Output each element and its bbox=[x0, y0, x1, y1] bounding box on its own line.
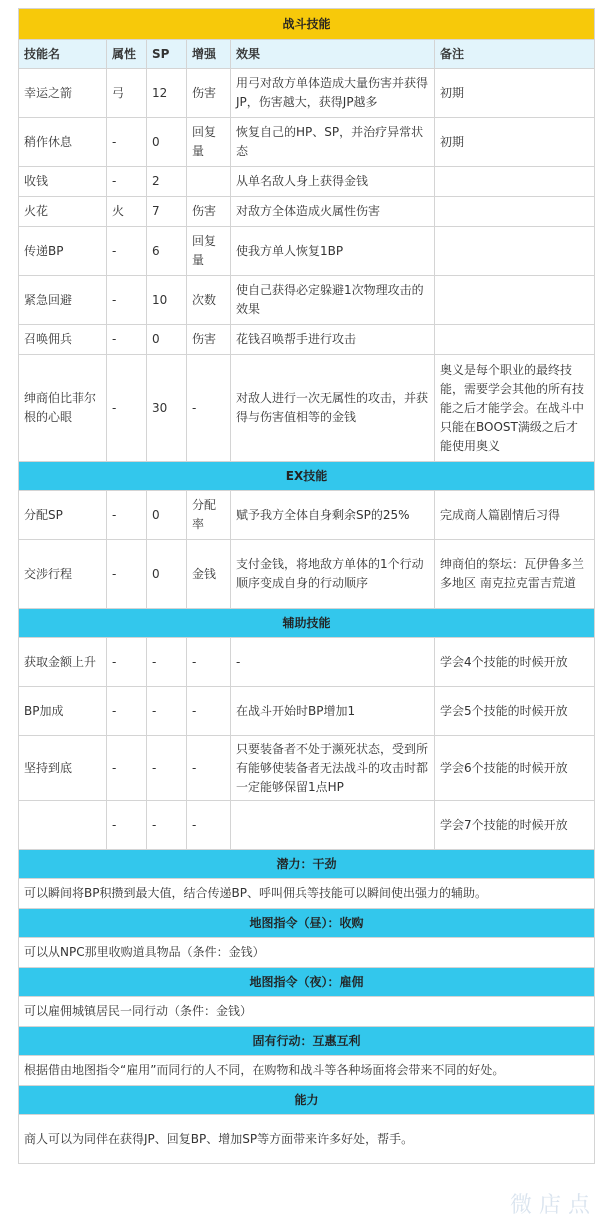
skill-effect: 赋予我方全体自身剩余SP的25% bbox=[231, 491, 435, 540]
skill-attr: - bbox=[107, 355, 147, 462]
table-title: 战斗技能 bbox=[19, 9, 595, 40]
skill-attr: - bbox=[107, 276, 147, 325]
sp-header: SP bbox=[147, 40, 187, 69]
skill-effect: 用弓对敌方单体造成大量伤害并获得JP，伤害越大，获得JP越多 bbox=[231, 69, 435, 118]
skill-note bbox=[435, 227, 595, 276]
skill-sp: - bbox=[147, 638, 187, 687]
skill-sp: - bbox=[147, 687, 187, 736]
section-title: 能力 bbox=[19, 1086, 595, 1115]
skill-name-header: 技能名 bbox=[19, 40, 107, 69]
skill-boost: 伤害 bbox=[187, 197, 231, 227]
section-text-row bbox=[19, 1115, 595, 1164]
ex-title-row bbox=[19, 462, 595, 491]
section-title: 地图指令（昼）：收购 bbox=[19, 909, 595, 938]
section-title: 潜力：干劲 bbox=[19, 850, 595, 879]
skill-boost: 分配率 bbox=[187, 491, 231, 540]
skill-effect: 支付金钱，将地敌方单体的1个行动顺序变成自身的行动顺序 bbox=[231, 540, 435, 609]
section-text-row bbox=[19, 938, 595, 968]
skill-boost: - bbox=[187, 355, 231, 462]
skill-boost: - bbox=[187, 687, 231, 736]
ex-title: EX技能 bbox=[19, 462, 595, 491]
skill-note: 奥义是每个职业的最终技能，需要学会其他的所有技能之后才能学会。在战斗中只能在BOOST满级之后才能使用奥义 bbox=[435, 355, 595, 462]
skill-attr: - bbox=[107, 118, 147, 167]
skill-row bbox=[19, 167, 595, 197]
skill-note: 完成商人篇剧情后习得 bbox=[435, 491, 595, 540]
skill-boost: 次数 bbox=[187, 276, 231, 325]
skill-note: 绅商伯的祭坛：瓦伊鲁多兰多地区 南克拉克雷吉荒道 bbox=[435, 540, 595, 609]
skill-sp: - bbox=[147, 801, 187, 850]
skill-sp: 0 bbox=[147, 491, 187, 540]
skill-name: 幸运之箭 bbox=[19, 69, 107, 118]
skill-effect: 使自己获得必定躲避1次物理攻击的效果 bbox=[231, 276, 435, 325]
skill-boost: 伤害 bbox=[187, 325, 231, 355]
skill-sp: 7 bbox=[147, 197, 187, 227]
skill-note: 初期 bbox=[435, 69, 595, 118]
skill-effect: - bbox=[231, 638, 435, 687]
column-header-row bbox=[19, 40, 595, 69]
skill-name: 稍作休息 bbox=[19, 118, 107, 167]
section-title-row bbox=[19, 909, 595, 938]
section-title: 固有行动：互惠互利 bbox=[19, 1027, 595, 1056]
skill-name: 分配SP bbox=[19, 491, 107, 540]
skill-note: 初期 bbox=[435, 118, 595, 167]
effect-header: 效果 bbox=[231, 40, 435, 69]
skill-sp: - bbox=[147, 736, 187, 801]
skill-name: 传递BP bbox=[19, 227, 107, 276]
skill-effect: 使我方单人恢复1BP bbox=[231, 227, 435, 276]
support-title: 辅助技能 bbox=[19, 609, 595, 638]
skill-boost: - bbox=[187, 801, 231, 850]
skill-sp: 0 bbox=[147, 325, 187, 355]
skill-effect bbox=[231, 801, 435, 850]
section-text: 根据借由地图指令“雇用”而同行的人不同，在购物和战斗等各种场面将会带来不同的好处。 bbox=[19, 1056, 595, 1086]
skill-note bbox=[435, 197, 595, 227]
skill-effect: 只要装备者不处于濒死状态，受到所有能够使装备者无法战斗的攻击时都一定能够保留1点HP bbox=[231, 736, 435, 801]
section-title-row bbox=[19, 1086, 595, 1115]
skill-name: 紧急回避 bbox=[19, 276, 107, 325]
section-text-row bbox=[19, 997, 595, 1027]
skill-effect: 恢复自己的HP、SP，并治疗异常状态 bbox=[231, 118, 435, 167]
skill-sp: 0 bbox=[147, 540, 187, 609]
skill-boost: 伤害 bbox=[187, 69, 231, 118]
section-text: 可以从NPC那里收购道具物品（条件：金钱） bbox=[19, 938, 595, 968]
skill-row bbox=[19, 276, 595, 325]
skill-attr: 弓 bbox=[107, 69, 147, 118]
section-text: 可以雇佣城镇居民一同行动（条件：金钱） bbox=[19, 997, 595, 1027]
skill-effect: 从单名敌人身上获得金钱 bbox=[231, 167, 435, 197]
skill-row bbox=[19, 325, 595, 355]
skill-row bbox=[19, 540, 595, 609]
skill-name bbox=[19, 801, 107, 850]
skill-effect: 在战斗开始时BP增加1 bbox=[231, 687, 435, 736]
title-row bbox=[19, 9, 595, 40]
skill-attr: - bbox=[107, 638, 147, 687]
skill-boost: 回复量 bbox=[187, 227, 231, 276]
skill-row bbox=[19, 801, 595, 850]
skill-effect: 花钱召唤帮手进行攻击 bbox=[231, 325, 435, 355]
section-title: 地图指令（夜）：雇佣 bbox=[19, 968, 595, 997]
section-title-row bbox=[19, 1027, 595, 1056]
skill-row bbox=[19, 638, 595, 687]
skill-attr: 火 bbox=[107, 197, 147, 227]
skill-row bbox=[19, 69, 595, 118]
skill-attr: - bbox=[107, 540, 147, 609]
support-title-row bbox=[19, 609, 595, 638]
skill-attr: - bbox=[107, 227, 147, 276]
skill-boost: 金钱 bbox=[187, 540, 231, 609]
skill-note: 学会5个技能的时候开放 bbox=[435, 687, 595, 736]
section-text-row bbox=[19, 1056, 595, 1086]
skill-table-wrapper bbox=[18, 8, 594, 1164]
boost-header: 增强 bbox=[187, 40, 231, 69]
skill-name: 交涉行程 bbox=[19, 540, 107, 609]
skill-note bbox=[435, 325, 595, 355]
section-title-row bbox=[19, 968, 595, 997]
attr-header: 属性 bbox=[107, 40, 147, 69]
skill-attr: - bbox=[107, 801, 147, 850]
skill-sp: 2 bbox=[147, 167, 187, 197]
skill-attr: - bbox=[107, 736, 147, 801]
skill-effect: 对敌方全体造成火属性伤害 bbox=[231, 197, 435, 227]
skill-name: 坚持到底 bbox=[19, 736, 107, 801]
skill-name: BP加成 bbox=[19, 687, 107, 736]
skill-row bbox=[19, 197, 595, 227]
skill-sp: 30 bbox=[147, 355, 187, 462]
section-text: 可以瞬间将BP积攒到最大值，结合传递BP、呼叫佣兵等技能可以瞬间使出强力的辅助。 bbox=[19, 879, 595, 909]
skill-name: 绅商伯比菲尔根的心眼 bbox=[19, 355, 107, 462]
skill-sp: 0 bbox=[147, 118, 187, 167]
skill-attr: - bbox=[107, 491, 147, 540]
skill-sp: 12 bbox=[147, 69, 187, 118]
skill-attr: - bbox=[107, 325, 147, 355]
skill-note bbox=[435, 167, 595, 197]
section-title-row bbox=[19, 850, 595, 879]
skill-row bbox=[19, 355, 595, 462]
skill-name: 召唤佣兵 bbox=[19, 325, 107, 355]
skill-row bbox=[19, 227, 595, 276]
skill-name: 火花 bbox=[19, 197, 107, 227]
skill-name: 收钱 bbox=[19, 167, 107, 197]
skill-boost bbox=[187, 167, 231, 197]
skill-row bbox=[19, 736, 595, 801]
skill-sp: 6 bbox=[147, 227, 187, 276]
skill-boost: - bbox=[187, 736, 231, 801]
skill-name: 获取金额上升 bbox=[19, 638, 107, 687]
skill-note: 学会4个技能的时候开放 bbox=[435, 638, 595, 687]
skill-row bbox=[19, 491, 595, 540]
watermark: 微 店 点 bbox=[510, 1193, 590, 1218]
skill-boost: - bbox=[187, 638, 231, 687]
skill-effect: 对敌人进行一次无属性的攻击，并获得与伤害值相等的金钱 bbox=[231, 355, 435, 462]
skill-note: 学会7个技能的时候开放 bbox=[435, 801, 595, 850]
skill-attr: - bbox=[107, 167, 147, 197]
skill-table bbox=[18, 8, 595, 1164]
skill-note bbox=[435, 276, 595, 325]
note-header: 备注 bbox=[435, 40, 595, 69]
skill-attr: - bbox=[107, 687, 147, 736]
skill-boost: 回复量 bbox=[187, 118, 231, 167]
skill-sp: 10 bbox=[147, 276, 187, 325]
skill-row bbox=[19, 118, 595, 167]
section-text-row bbox=[19, 879, 595, 909]
skill-note: 学会6个技能的时候开放 bbox=[435, 736, 595, 801]
skill-row bbox=[19, 687, 595, 736]
section-text: 商人可以为同伴在获得JP、回复BP、增加SP等方面带来许多好处，帮手。 bbox=[19, 1115, 595, 1164]
